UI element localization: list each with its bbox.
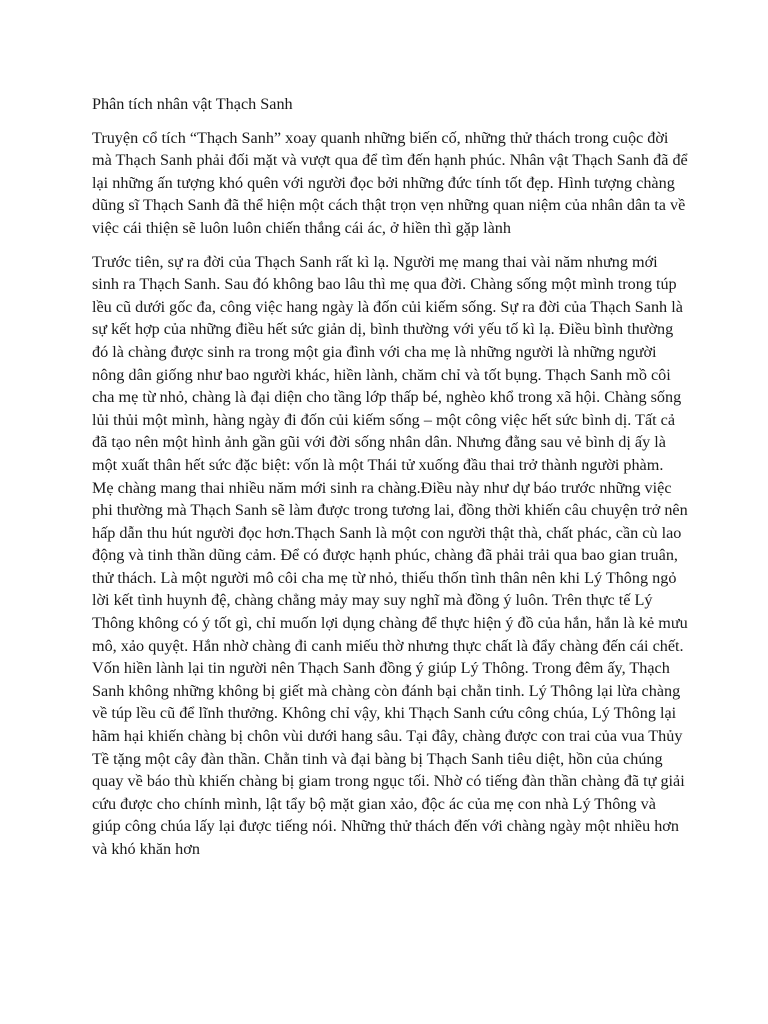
paragraph-intro: Truyện cổ tích “Thạch Sanh” xoay quanh những biến cố, những thử thách trong cuộc đời mà Thạch Sanh phải đối mặt và vượt qua để tìm đến hạnh phúc. Nhân vật Thạch Sanh đã để lại những ấn tượng khó quên với người đọc bởi những đức tính tốt đẹp. Hình tượng chàng dũng sĩ Thạch Sanh đã thể hiện một cách thật trọn vẹn những quan niệm của nhân dân ta về việc cái thiện sẽ luôn luôn chiến thắng cái ác, ở hiền thì gặp lành bbox=[92, 128, 688, 237]
paragraph-body: Trước tiên, sự ra đời của Thạch Sanh rất kì lạ. Người mẹ mang thai vài năm nhưng mới sinh ra Thạch Sanh. Sau đó không bao lâu thì mẹ qua đời. Chàng sống một mình trong túp lều cũ dưới gốc đa, công việc hang ngày là đốn củi kiếm sống. Sự ra đời của Thạch Sanh là sự kết hợp của những điều hết sức giản dị, bình thường với yếu tố kì lạ. Điều bình thường đó là chàng được sinh ra trong một gia đình với cha mẹ là những người là những người nông dân giống như bao người khác, hiền lành, chăm chỉ và tốt bụng. Thạch Sanh mồ côi cha mẹ từ nhỏ, chàng là đại diện cho tầng lớp thấp bé, nghèo khổ trong xã hội. Chàng sống lủi thủi một mình, hàng ngày đi đốn củi kiếm sống – một công việc hết sức bình dị. Tất cả đã tạo nên một hình ảnh gần gũi với đời sống nhân dân. Nhưng đằng sau vẻ bình dị ấy là một xuất thân hết sức đặc biệt: vốn là một Thái tử xuống đầu thai trở thành người phàm. Mẹ chàng mang thai nhiều năm mới sinh ra chàng.Điều này như dự báo trước những việc phi thường mà Thạch Sanh sẽ làm được trong tương lai, đồng thời khiến câu chuyện trở nên hấp dẫn thu hút người đọc hơn.Thạch Sanh là một con người thật thà, chất phác, cần cù lao động và tinh thần dũng cảm. Để có được hạnh phúc, chàng đã phải trải qua bao gian truân, thử thách. Là một người mô côi cha mẹ từ nhỏ, thiếu thốn tình thân nên khi Lý Thông ngỏ lời kết tình huynh đệ, chàng chẳng mảy may suy nghĩ mà đồng ý luôn. Trên thực tế Lý Thông không có ý tốt gì, chỉ muốn lợi dụng chàng để thực hiện ý đồ của hắn, hắn là kẻ mưu mô, xảo quyệt. Hắn nhờ chàng đi canh miếu thờ nhưng thực chất là đẩy chàng đến cái chết. Vốn hiền lành lại tin người nên Thạch Sanh đồng ý giúp Lý Thông. Trong đêm ấy, Thạch Sanh không những không bị giết mà chàng còn đánh bại chằn tinh. Lý Thông lại lừa chàng về túp lều cũ để lĩnh thưởng. Không chỉ vậy, khi Thạch Sanh cứu công chúa, Lý Thông lại hãm hại khiến chàng bị chôn vùi dưới hang sâu. Tại đây, chàng được con trai của vua Thủy Tề tặng một cây đàn thần. Chằn tinh và đại bàng bị Thạch Sanh tiêu diệt, hồn của chúng quay về báo thù khiến chàng bị giam trong ngục tối. Nhờ có tiếng đàn thần chàng đã tự giải cứu được cho chính mình, lật tẩy bộ mặt gian xảo, độc ác của mẹ con nhà Lý Thông và giúp công chúa lấy lại được tiếng nói. Những thử thách đến với chàng ngày một nhiều hơn và khó khăn hơn bbox=[92, 252, 688, 858]
document-title: Phân tích nhân vật Thạch Sanh bbox=[92, 95, 293, 113]
